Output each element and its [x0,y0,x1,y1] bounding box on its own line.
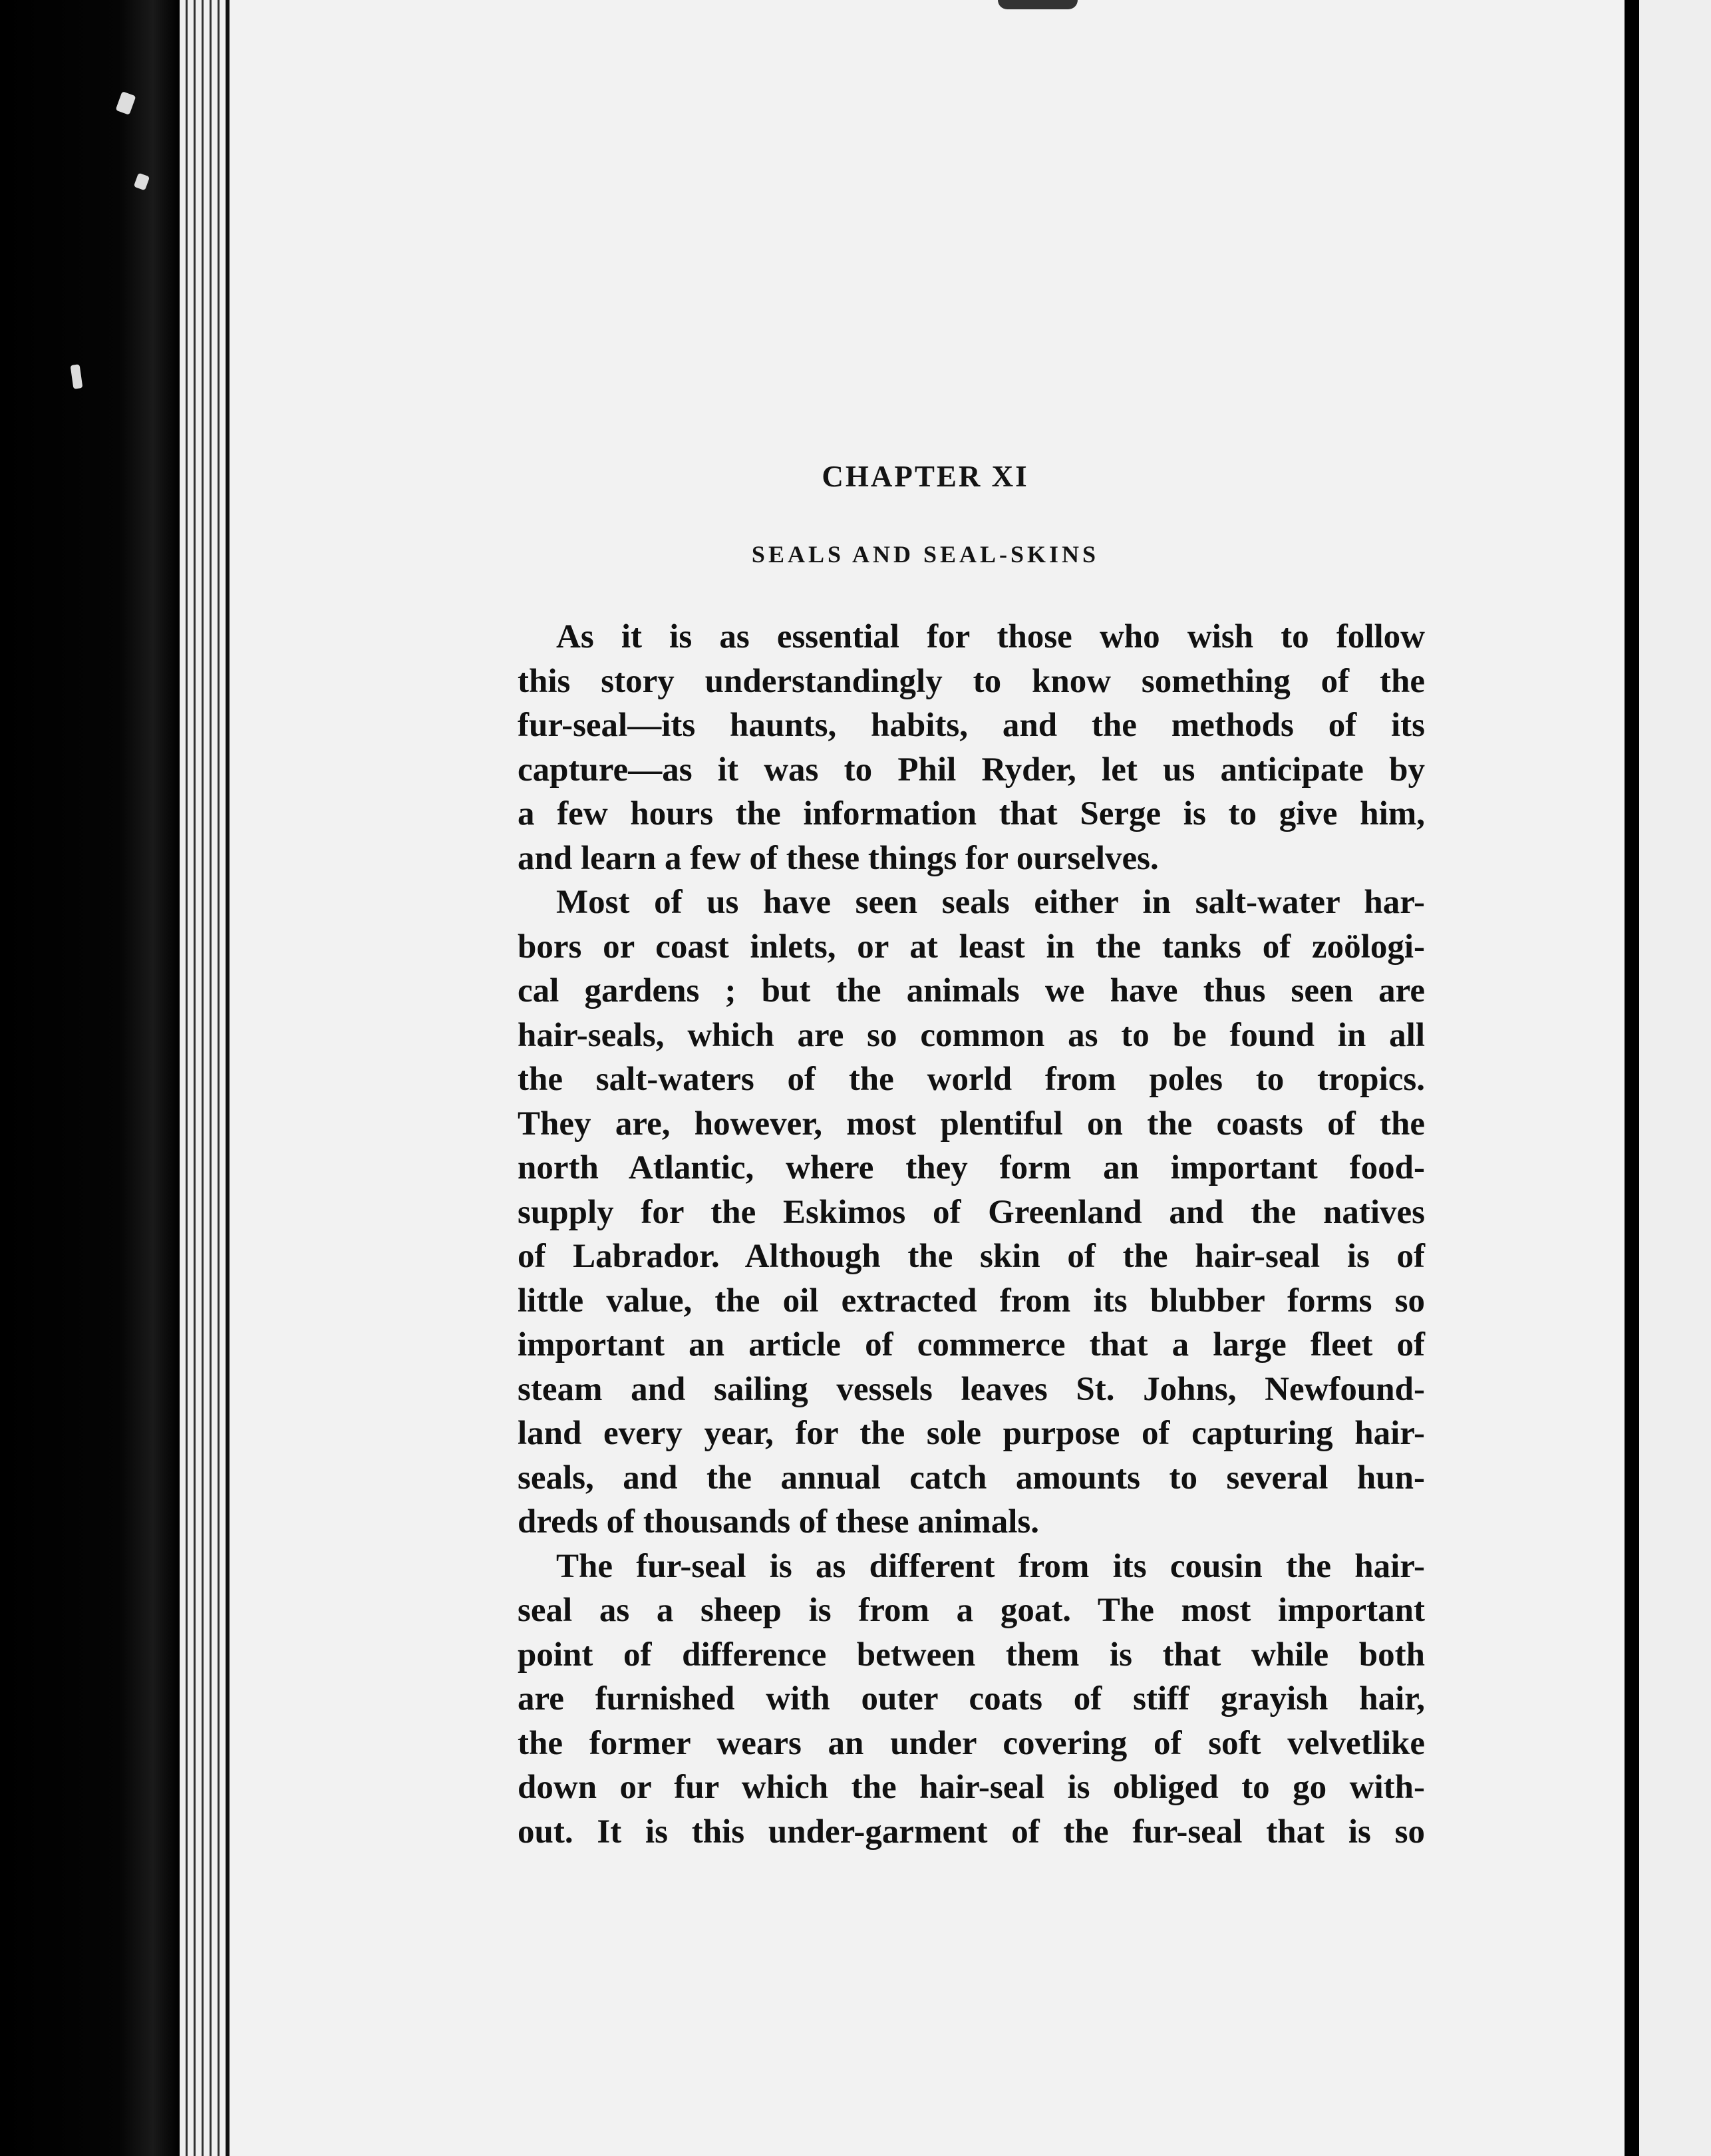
binding-speck [134,173,150,191]
text-line: supply for the Eskimos of Greenland and the natives [518,1193,1425,1231]
chapter-title: SEALS AND SEAL-SKINS [751,541,1100,568]
text-line: land every year, for the sole purpose of capturing hair- [518,1415,1425,1452]
text-line: north Atlantic, where they form an important food- [518,1149,1425,1186]
text-line: fur-seal—its haunts, habits, and the methods of its [518,707,1425,744]
text-line: dreds of thousands of these animals. [518,1503,1040,1540]
text-line: They are, however, most plentiful on the coasts of the [518,1105,1425,1143]
page-edges [180,0,226,2156]
text-line: The fur-seal is as different from its cousin the hair- [556,1547,1425,1585]
text-line: steam and sailing vessels leaves St. Johns, Newfound- [518,1370,1425,1408]
body-text [518,615,1425,1854]
text-line: point of difference between them is that while both [518,1636,1425,1674]
text-line: seal as a sheep is from a goat. The most important [518,1592,1425,1629]
top-smudge [998,0,1078,9]
text-line: the salt-waters of the world from poles to tropics. [518,1061,1425,1098]
text-line: seals, and the annual catch amounts to several hun- [518,1459,1425,1497]
binding-speck [71,364,83,389]
text-line: out. It is this under-garment of the fur-seal that is so [518,1813,1425,1851]
chapter-heading: CHAPTER XI [822,460,1029,493]
text-line: As it is as essential for those who wish to follow [556,618,1425,655]
text-line: are furnished with outer coats of stiff grayish hair, [518,1680,1425,1717]
book-binding [0,0,180,2156]
text-line: little value, the oil extracted from its blubber forms so [518,1282,1425,1320]
text-line: this story understandingly to know something of the [518,662,1425,700]
text-line: down or fur which the hair-seal is obliged to go with- [518,1769,1425,1806]
text-line: hair-seals, which are so common as to be found in all [518,1016,1425,1054]
text-line: cal gardens ; but the animals we have thus seen are [518,972,1425,1009]
facing-page-edge [1639,0,1711,2156]
text-line: capture—as it was to Phil Ryder, let us anticipate by [518,751,1425,789]
page-gutter [1625,0,1639,2156]
text-line: of Labrador. Although the skin of the hair-seal is of [518,1238,1425,1275]
text-line: and learn a few of these things for ourselves. [518,839,1159,877]
text-line: Most of us have seen seals either in salt-water har- [556,884,1425,921]
text-line: important an article of commerce that a large fleet of [518,1326,1425,1363]
binding-speck [116,91,136,115]
text-line: the former wears an under covering of soft velvetlike [518,1724,1425,1762]
text-line: a few hours the information that Serge is to give him, [518,795,1425,832]
text-line: bors or coast inlets, or at least in the tanks of zoölogi- [518,928,1425,966]
